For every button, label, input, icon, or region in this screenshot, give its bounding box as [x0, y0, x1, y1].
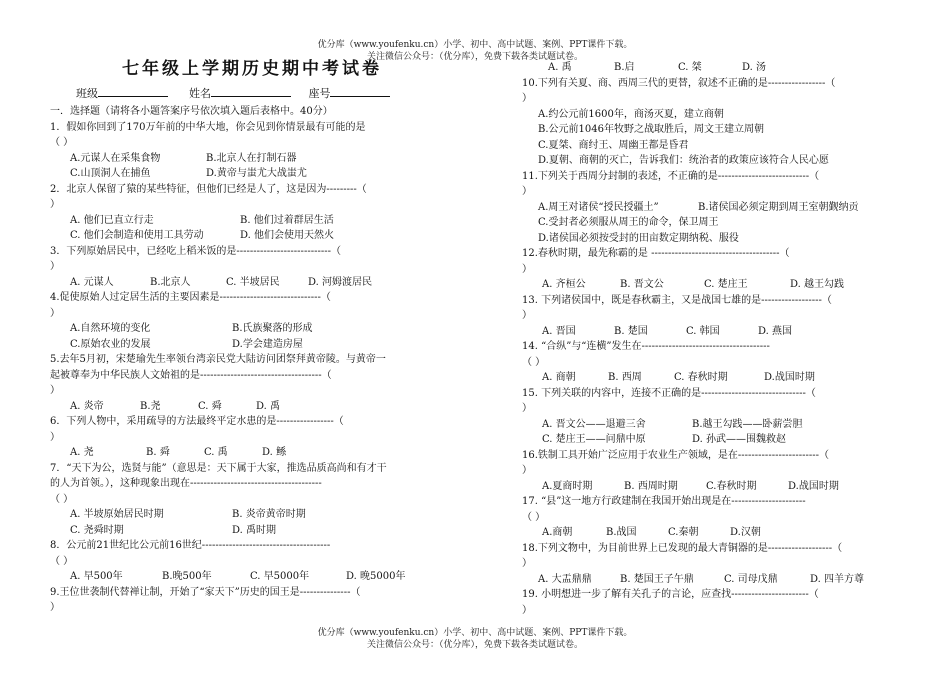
question-list-left [50, 104, 470, 616]
question-14-options [522, 370, 932, 386]
q4-option-a: A.自然环境的变化 [70, 323, 151, 334]
question-1: 1．假如你回到了170万年前的中华大地，你会见到你情景最有可能的是 [50, 121, 366, 133]
q6-option-b: B. 舜 [146, 447, 170, 458]
question-6: 6．下列人物中，采用疏导的方法最终平定水患的是-----------------（ [50, 416, 344, 427]
question-17-bracket: （ ） [522, 511, 546, 523]
q3-option-b: B.北京人 [150, 276, 191, 288]
q2-option-b: B. 他们过着群居生活 [240, 214, 334, 226]
question-15-bracket: ） [522, 403, 532, 414]
q1-option-a: A.元谋人在采集食物 [70, 152, 161, 164]
q15-option-c: C. 楚庄王——问鼎中原 [542, 434, 646, 445]
question-11-options [522, 200, 932, 216]
question-16-bracket: ） [522, 465, 532, 476]
q2-option-a: A. 他们已直立行走 [70, 214, 154, 226]
q6-option-a: A. 尧 [70, 447, 94, 458]
question-9-options [522, 60, 932, 76]
q12-option-c: C. 楚庄王 [704, 279, 748, 290]
question-7-bracket: （ ） [50, 493, 74, 505]
q6-option-d: D. 鲧 [262, 447, 287, 458]
q11-option-c: C.受封者必须服从周王的命令，保卫周王 [538, 217, 719, 228]
section-heading: 一．选择题（请将各小题答案序号依次填入题后表格中。40分） [50, 106, 333, 117]
q12-option-a: A. 齐桓公 [542, 279, 586, 290]
q4-option-d: D.学会建造房屋 [232, 338, 303, 350]
q11-option-b: B.诸侯国必须定期到周王室朝觐纳贡 [698, 201, 859, 213]
question-13-bracket: ） [522, 310, 532, 321]
question-14: 14. “合纵”与“连横”发生在-------------------------------------- [522, 341, 770, 352]
seat-label: 座号 [308, 87, 331, 100]
q3-option-a: A. 元谋人 [70, 276, 114, 288]
question-6-bracket: ） [50, 431, 60, 443]
question-5-options [50, 399, 470, 415]
question-1-options-2 [50, 166, 470, 182]
q6-option-c: C. 禹 [204, 447, 228, 458]
class-field[interactable] [98, 86, 168, 97]
q1-option-c: C.山顶洞人在捕鱼 [70, 168, 151, 179]
question-7-options-2 [50, 523, 470, 539]
q13-option-d: D. 燕国 [758, 325, 793, 337]
q16-option-d: D.战国时期 [788, 480, 839, 492]
q10-option-a: A.约公元前1600年，商汤灭夏，建立商朝 [538, 108, 724, 120]
question-8-bracket: （ ） [50, 555, 74, 567]
q5-option-d: D. 禹 [256, 400, 281, 412]
q18-option-c: C. 司母戊鼎 [724, 573, 778, 585]
question-10: 10.下列有关夏、商、西周三代的更替，叙述不正确的是-----------------（ [522, 77, 836, 89]
question-2: 2．北京人保留了猿的某些特征，但他们已经是人了，这是因为---------（ [50, 183, 367, 195]
q3-option-d: D. 河姆渡居民 [308, 276, 373, 288]
q7-option-b: B. 炎帝黄帝时期 [232, 509, 306, 520]
question-8-options [50, 569, 470, 585]
q15-option-a: A. 晋文公——退避三舍 [542, 418, 646, 430]
question-6-options [50, 445, 470, 461]
question-17-options [522, 525, 932, 541]
question-19-bracket: ） [522, 604, 532, 616]
header-line-2: 关注微信公众号：（优分库），免费下载各类试题试卷。 [366, 52, 583, 62]
seat-field[interactable] [330, 86, 390, 97]
question-1-options [50, 151, 470, 167]
q9-option-d: D. 汤 [742, 62, 767, 73]
q14-option-a: A. 商朝 [542, 372, 576, 383]
question-13: 13. 下列诸侯国中，既是春秋霸主，又是战国七雄的是------------------（ [522, 294, 832, 306]
q5-option-a: A. 炎帝 [70, 400, 104, 412]
q4-option-b: B.氏族聚落的形成 [232, 323, 313, 334]
q3-option-c: C. 半坡居民 [226, 276, 280, 288]
question-5-line-2: 起被尊奉为中华民族人文始祖的是------------------------------------（ [50, 369, 332, 381]
q2-option-d: D. 他们会使用天然火 [240, 230, 335, 241]
question-2-options-2 [50, 228, 470, 244]
q16-option-c: C.春秋时期 [706, 480, 757, 492]
question-9-bracket: ） [50, 602, 60, 613]
q12-option-b: B. 晋文公 [620, 279, 664, 290]
q9-option-a: A. 禹 [548, 62, 572, 73]
q10-option-b: B.公元前1046年牧野之战取胜后，周文王建立周朝 [538, 124, 764, 135]
q18-option-b: B. 楚国王子午鼎 [620, 573, 694, 585]
question-18: 18.下列文物中，为目前世界上已发现的最大青铜器的是-------------------（ [522, 542, 843, 554]
question-15-options [522, 417, 932, 433]
question-3-bracket: ） [50, 261, 60, 272]
question-4-options-2 [50, 337, 470, 353]
question-14-bracket: （ ） [522, 356, 546, 368]
question-18-options [522, 572, 932, 588]
question-17: 17. “县”这一地方行政建制在我国开始出现是在---------------------- [522, 496, 806, 507]
q15-option-d: D. 孙武——围魏救赵 [692, 434, 787, 445]
q17-option-b: B.战国 [606, 527, 637, 538]
question-5-bracket: ） [50, 385, 60, 396]
q5-option-b: B.尧 [140, 400, 161, 412]
question-13-options [522, 324, 932, 340]
q7-option-d: D. 禹时期 [232, 524, 277, 536]
question-3: 3．下列原始居民中，已经吃上稻米饭的是----------------------------（ [50, 245, 341, 257]
q16-option-b: B. 西周时期 [624, 480, 678, 492]
q10-option-c: C.夏桀、商纣王、周幽王都是昏君 [538, 139, 689, 151]
question-16: 16.铁制工具开始广泛应用于农业生产领域，是在------------------------（ [522, 449, 829, 461]
question-10-bracket: ） [522, 93, 532, 104]
footer-line-2: 关注微信公众号：（优分库），免费下载各类试题试卷。 [366, 640, 583, 650]
question-4: 4.促使原始人过定居生活的主要因素是------------------------------（ [50, 292, 331, 303]
q7-option-a: A. 半坡原始居民时期 [70, 509, 164, 520]
q1-option-b: B.北京人在打制石器 [206, 152, 297, 164]
question-4-options [50, 321, 470, 337]
q18-option-a: A. 大盂鼎鼎 [538, 573, 592, 585]
q13-option-b: B. 楚国 [614, 325, 648, 337]
q8-option-a: A. 早500年 [70, 571, 123, 582]
question-4-bracket: ） [50, 307, 60, 319]
question-7-options [50, 507, 470, 523]
question-8: 8．公元前21世纪比公元前16世纪-------------------------------------- [50, 540, 331, 551]
q11-option-a: A.周王对诸侯“授民授疆土” [538, 201, 659, 213]
question-15-options-2 [522, 432, 932, 448]
question-12-options [522, 277, 932, 293]
question-2-bracket: ） [50, 199, 60, 210]
question-7-line-1: 7．“天下为公，选贤与能”（意思是：天下属于大家，推选品质高尚和有才干 [50, 462, 387, 474]
q8-option-b: B.晚500年 [162, 571, 212, 582]
q1-option-d: D.黄帝与蚩尤大战蚩尤 [206, 168, 307, 179]
q8-option-c: C. 早5000年 [250, 571, 310, 582]
name-field[interactable] [211, 86, 291, 97]
q17-option-c: C.秦朝 [668, 527, 699, 538]
class-label: 班级 [76, 87, 98, 100]
q9-option-c: C. 桀 [678, 62, 702, 73]
footer-note [0, 627, 950, 651]
q9-option-b: B.启 [614, 62, 635, 73]
q2-option-c: C. 他们会制造和使用工具劳动 [70, 230, 204, 241]
student-info [76, 86, 390, 102]
q12-option-d: D. 越王勾践 [790, 279, 845, 290]
q17-option-a: A.商朝 [542, 527, 573, 538]
question-9: 9.王位世袭制代替禅让制，开始了“家天下”历史的国王是---------------（ [50, 586, 361, 598]
header-line-1: 优分库（www.youfenku.cn）小学、初中、高中试题、案例、PPT课件下载。 [317, 40, 633, 50]
question-11: 11.下列关于西周分封制的表述，不正确的是---------------------------（ [522, 170, 820, 182]
question-7-line-2: 的人为首领。），这种现象出现在--------------------------------------- [50, 478, 322, 489]
q7-option-c: C. 尧舜时期 [70, 524, 124, 536]
q5-option-c: C. 舜 [198, 400, 222, 412]
q14-option-c: C. 春秋时期 [674, 372, 728, 383]
question-15: 15. 下列关联的内容中，连接不正确的是-------------------------------（ [522, 387, 816, 399]
q18-option-d: D. 四羊方尊 [810, 573, 865, 585]
question-1-bracket: （ ） [50, 137, 74, 148]
question-3-options [50, 275, 470, 291]
footer-line-1: 优分库（www.youfenku.cn）小学、初中、高中试题、案例、PPT课件下载。 [317, 628, 633, 638]
q15-option-b: B.越王勾践——卧薪尝胆 [692, 418, 803, 430]
question-12: 12.春秋时期，最先称霸的是 --------------------------------------（ [522, 248, 790, 259]
question-list-right [522, 60, 932, 618]
question-12-bracket: ） [522, 263, 532, 275]
q13-option-a: A. 晋国 [542, 325, 576, 337]
question-18-bracket: ） [522, 558, 532, 569]
name-label: 姓名 [188, 87, 211, 100]
question-5-line-1: 5.去年5月初，宋楚瑜先生率领台湾亲民党大陆访问团祭拜黄帝陵。与黄帝一 [50, 354, 386, 365]
q14-option-d: D.战国时期 [764, 372, 815, 383]
question-2-options [50, 213, 470, 229]
q4-option-c: C.原始农业的发展 [70, 338, 151, 350]
q16-option-a: A.夏商时期 [542, 480, 593, 492]
q8-option-d: D. 晚5000年 [346, 571, 406, 582]
question-16-options [522, 479, 932, 495]
q14-option-b: B. 西周 [608, 372, 642, 383]
question-19: 19. 小明想进一步了解有关孔子的言论，应查找-----------------------（ [522, 589, 819, 600]
q11-option-d: D.诸侯国必须按受封的田亩数定期纳税、服役 [538, 232, 739, 244]
page-title: 七年级上学期历史期中考试卷 [122, 59, 382, 79]
q13-option-c: C. 韩国 [686, 325, 720, 337]
q17-option-d: D.汉朝 [730, 527, 761, 538]
question-11-bracket: ） [522, 186, 532, 197]
q10-option-d: D.夏朝、商朝的灭亡，告诉我们：统治者的政策应该符合人民心愿 [538, 155, 829, 166]
